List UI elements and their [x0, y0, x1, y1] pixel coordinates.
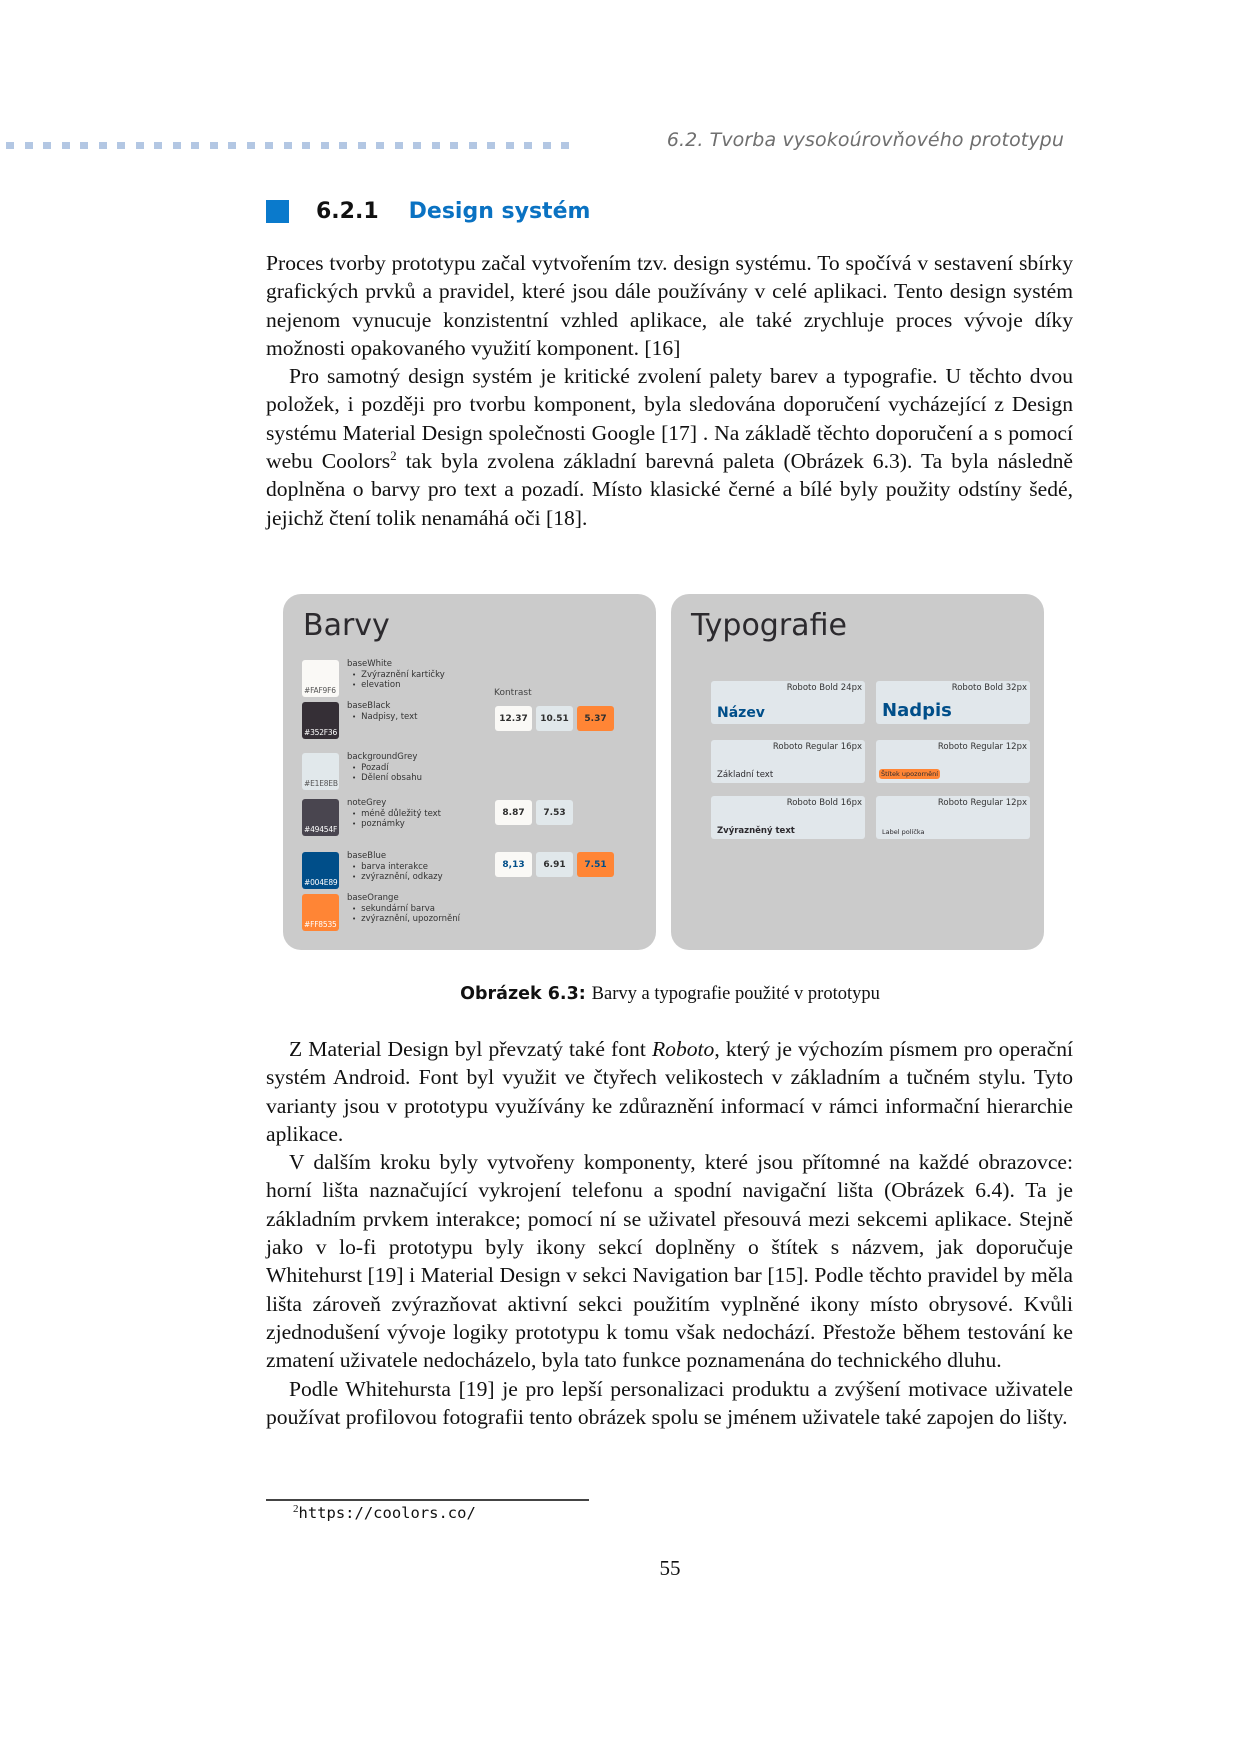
- typography-panel-title: Typografie: [691, 608, 847, 643]
- header-dot: [62, 142, 70, 149]
- contrast-row: [495, 852, 614, 877]
- header-dot: [80, 142, 88, 149]
- paragraph: V dalším kroku byly vytvořeny komponenty, které jsou přítomné na každé obrazovce: horní lišta naznačující vykrojení telefonu a spodní navigační lišta (Obrázek 6.4). Ta je základním prvkem interakce; pomocí ní se uživatel přesouvá mezi sekcemi aplikace. Stejně jako v lo-fi prototypu byly ikony sekcí doplněny o štítek s názvem, jak doporučuje Whitehurst [19] i Material Design v sekci Navigation bar [15]. Podle těchto pravidel by měla lišta zároveň zvýrazňovat aktivní sekci použitím vyplněné ikony místo obrysové. Kvůli zjednodušení vývoje logiky prototypu k tomu však nedochází. Přestože během testování ke zmatení uživatele nedocházelo, byla tato funkce poznamenána do technického dluhu.: [266, 1150, 1073, 1373]
- footnote-mark[interactable]: 2: [390, 447, 397, 463]
- swatch-info: baseBlue • barva interakce • zvýraznění, odkazy: [347, 851, 443, 889]
- contrast-chip: 6.91: [536, 852, 573, 877]
- type-card: Roboto Regular 12px Štítek upozornění: [876, 740, 1030, 783]
- swatch-info: baseWhite • Zvýraznění kartičky • elevation: [347, 659, 445, 697]
- swatch-info: baseBlack • Nadpisy, text: [347, 701, 418, 739]
- header-dot: [395, 142, 403, 149]
- swatch-base-blue: [302, 852, 443, 889]
- header-dot: [99, 142, 107, 149]
- header-dot: [173, 142, 181, 149]
- type-card: Roboto Bold 32px Nadpis: [876, 681, 1030, 724]
- header-dot: [376, 142, 384, 149]
- contrast-chip: 8,13: [495, 852, 532, 877]
- swatch-info: backgroundGrey • Pozadí • Dělení obsahu: [347, 752, 422, 790]
- header-dot: [191, 142, 199, 149]
- paragraph: Pro samotný design systém je kritické zvolení palety barev a typografie. U těchto dvou položek, i později pro tvorbu komponent, byla sledována doporučení vycházející z Design systému Material Design společnosti Google [17] . Na základě těchto doporučení a s pomocí webu Coolors$^2$ tak byla zvolena základní barevná paleta (Obrázek 6.3). Ta byla následně doplněna o barvy pro text a pozadí. Místo klasické černé a bílé byly použity odstíny šedé, jejichž čtení tolik nenamáhá oči [18].: [266, 364, 1073, 530]
- header-dot: [321, 142, 329, 149]
- header-dot: [210, 142, 218, 149]
- contrast-row: [495, 800, 573, 825]
- swatch-background-grey: [302, 753, 422, 790]
- header-dot: [543, 142, 551, 149]
- header-dot: [413, 142, 421, 149]
- section-number: 6.2.1: [316, 199, 379, 224]
- section-heading: [266, 199, 590, 224]
- figure-caption: [0, 983, 1240, 1005]
- type-card: Roboto Bold 16px Zvýrazněný text: [711, 796, 865, 839]
- colors-panel-title: Barvy: [303, 608, 390, 643]
- contrast-chip: 7.51: [577, 852, 614, 877]
- body-text-bottom: [266, 1035, 1073, 1431]
- running-header-dots: [6, 142, 580, 149]
- contrast-row: [495, 706, 614, 731]
- type-card: Roboto Regular 12px Label políčka: [876, 796, 1030, 839]
- swatch-note-grey: [302, 799, 441, 836]
- paragraph: Z Material Design byl převzatý také font Roboto, který je výchozím písmem pro operační systém Android. Font byl využit ve čtyřech velikostech v základním a tučném stylu. Tyto varianty jsou v prototypu využívány ke zdůraznění informací v rámci informační hierarchie aplikace.: [266, 1037, 1073, 1146]
- caption-label: Obrázek 6.3:: [460, 984, 586, 1004]
- header-dot: [247, 142, 255, 149]
- paragraph: Podle Whitehursta [19] je pro lepší personalizaci produktu a zvýšení motivace uživatele používat profilovou fotografii tento obrázek spolu se jménem uživatele také zapojen do lišty.: [266, 1376, 1073, 1429]
- header-dot: [561, 142, 569, 149]
- color-swatch: #E1E8EB: [302, 753, 339, 790]
- footnote-rule: [266, 1499, 589, 1501]
- header-dot: [43, 142, 51, 149]
- header-dot: [358, 142, 366, 149]
- section-title: Design systém: [408, 199, 591, 224]
- header-dot: [25, 142, 33, 149]
- body-text-top: [266, 249, 1073, 532]
- header-dot: [450, 142, 458, 149]
- header-dot: [302, 142, 310, 149]
- swatch-info: noteGrey • méně důležitý text • poznámky: [347, 798, 441, 836]
- swatch-base-orange: [302, 894, 460, 931]
- running-header-title: 6.2. Tvorba vysokoúrovňového prototypu: [666, 129, 1064, 151]
- header-dot: [265, 142, 273, 149]
- contrast-chip: 12.37: [495, 706, 532, 731]
- footnote: $^2$https://coolors.co/: [293, 1502, 476, 1522]
- header-dot: [6, 142, 14, 149]
- type-card: Roboto Regular 16px Základní text: [711, 740, 865, 783]
- header-dot: [469, 142, 477, 149]
- color-swatch: #FAF9F6: [302, 660, 339, 697]
- color-swatch: #49454F: [302, 799, 339, 836]
- header-dot: [487, 142, 495, 149]
- contrast-chip: 7.53: [536, 800, 573, 825]
- header-dot: [284, 142, 292, 149]
- header-dot: [524, 142, 532, 149]
- paragraph: Proces tvorby prototypu začal vytvořením tzv. design systému. To spočívá v sestavení sbírky grafických prvků a pravidel, které jsou dále používány v celé aplikaci. Tento design systém nejenom vynucuje konzistentní vzhled aplikace, ale také zrychluje proces vývoje díky možnosti opakovaného využití komponent. [16]: [266, 251, 1073, 360]
- color-swatch: #FF8535: [302, 894, 339, 931]
- colors-panel: [283, 594, 656, 950]
- contrast-label: Kontrast: [494, 688, 532, 698]
- caption-text: Barvy a typografie použité v prototypu: [591, 984, 880, 1004]
- contrast-chip: 8.87: [495, 800, 532, 825]
- color-swatch: #352F36: [302, 702, 339, 739]
- swatch-info: baseOrange • sekundární barva • zvýraznění, upozornění: [347, 893, 460, 931]
- color-swatch: #004E89: [302, 852, 339, 889]
- contrast-chip: 10.51: [536, 706, 573, 731]
- header-dot: [117, 142, 125, 149]
- contrast-chip: 5.37: [577, 706, 614, 731]
- header-dot: [339, 142, 347, 149]
- header-dot: [136, 142, 144, 149]
- swatch-base-white: [302, 660, 445, 697]
- footnote-link[interactable]: https://coolors.co/: [298, 1504, 476, 1522]
- typography-panel: [671, 594, 1044, 950]
- swatch-base-black: [302, 702, 418, 739]
- type-card: Roboto Bold 24px Název: [711, 681, 865, 724]
- header-dot: [506, 142, 514, 149]
- header-dot: [432, 142, 440, 149]
- page-number: 55: [659, 1556, 681, 1580]
- section-marker-icon: [266, 200, 289, 223]
- header-dot: [228, 142, 236, 149]
- header-dot: [154, 142, 162, 149]
